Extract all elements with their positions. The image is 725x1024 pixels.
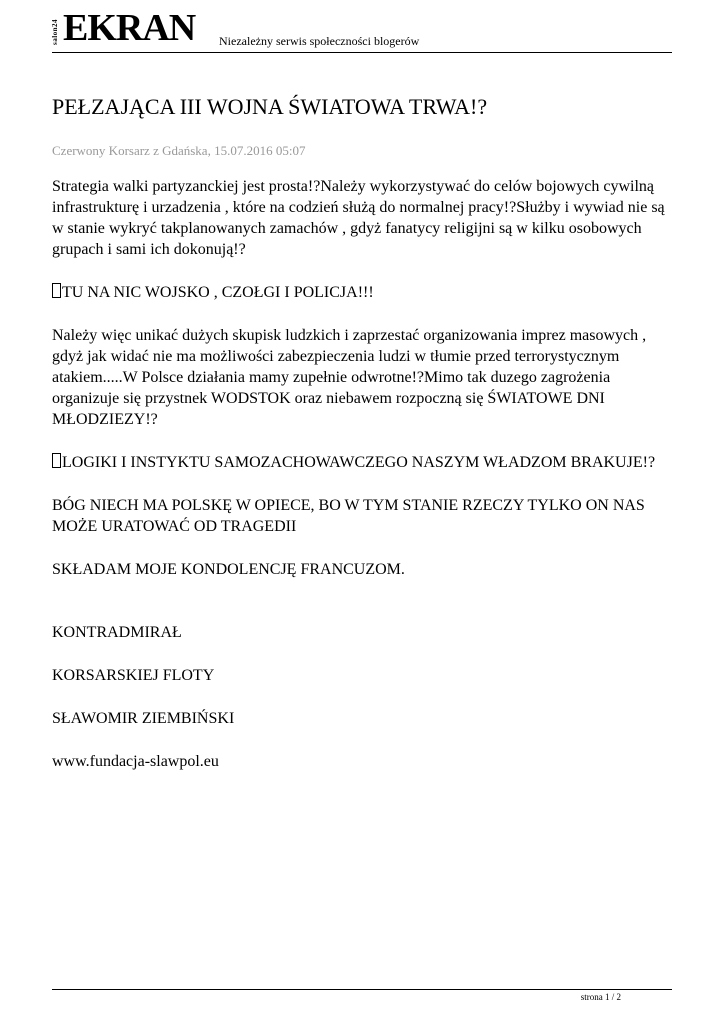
header-divider xyxy=(52,52,672,53)
paragraph-avoid-crowds: Należy więc unikać dużych skupisk ludzkich i zaprzestać organizowania imprez masowych , gdyż jak widać nie ma możliwości zabezpieczenia ludzi w tłumie przed terrorystycznym atakiem.....W Polsce działania mamy zupełnie odwrotne!?Mimo tak duzego zagrożenia organizuje się przystnek WODSTOK oraz niebawem rozpoczną się ŚWIATOWE DNI MŁODZIEZY!? xyxy=(52,327,647,428)
footer-divider xyxy=(52,989,672,990)
page-header xyxy=(51,7,672,52)
missing-glyph-box xyxy=(52,453,61,468)
signature-name: SŁAWOMIR ZIEMBIŃSKI xyxy=(52,710,235,727)
logo-small-text: salon24 xyxy=(51,18,59,46)
paragraph-army xyxy=(52,282,677,303)
article-body xyxy=(52,176,677,794)
website-link[interactable]: www.fundacja-slawpol.eu xyxy=(52,753,219,770)
article-title: PEŁZAJĄCA III WOJNA ŚWIATOWA TRWA!? xyxy=(52,94,488,119)
article-meta: Czerwony Korsarz z Gdańska, 15.07.2016 05:07 xyxy=(52,143,306,158)
missing-glyph-box xyxy=(52,283,61,298)
site-logo[interactable] xyxy=(51,7,212,49)
page-number: strona 1 / 2 xyxy=(580,992,621,1002)
paragraph-logic xyxy=(52,452,677,473)
site-tagline: Niezależny serwis społeczności blogerów xyxy=(219,34,420,48)
paragraph-god: BÓG NIECH MA POLSKĘ W OPIECE, BO W TYM STANIE RZECZY TYLKO ON NAS MOŻE URATOWAĆ OD TRAGEDII xyxy=(52,497,645,535)
signature-rank: KONTRADMIRAŁ xyxy=(52,624,182,641)
paragraph-logic-text: LOGIKI I INSTYKTU SAMOZACHOWAWCZEGO NASZYM WŁADZOM BRAKUJE!? xyxy=(62,454,656,471)
paragraph-army-text: TU NA NIC WOJSKO , CZOŁGI I POLICJA!!! xyxy=(62,284,374,301)
paragraph-condolences: SKŁADAM MOJE KONDOLENCJĘ FRANCUZOM. xyxy=(52,561,405,578)
logo-main-text: EKRAN xyxy=(63,7,196,49)
paragraph-strategy: Strategia walki partyzanckiej jest prosta!?Należy wykorzystywać do celów bojowych cywilną infrastrukturę i urzadzenia , które na codzień służą do normalnej pracy!?Służby i wywiad nie są w stanie wykryć takplanowanych zamachów , gdyż fanatycy religijni są w kilku osobowych grupach i sami ich dokonują!? xyxy=(52,178,665,258)
signature-fleet: KORSARSKIEJ FLOTY xyxy=(52,667,215,684)
